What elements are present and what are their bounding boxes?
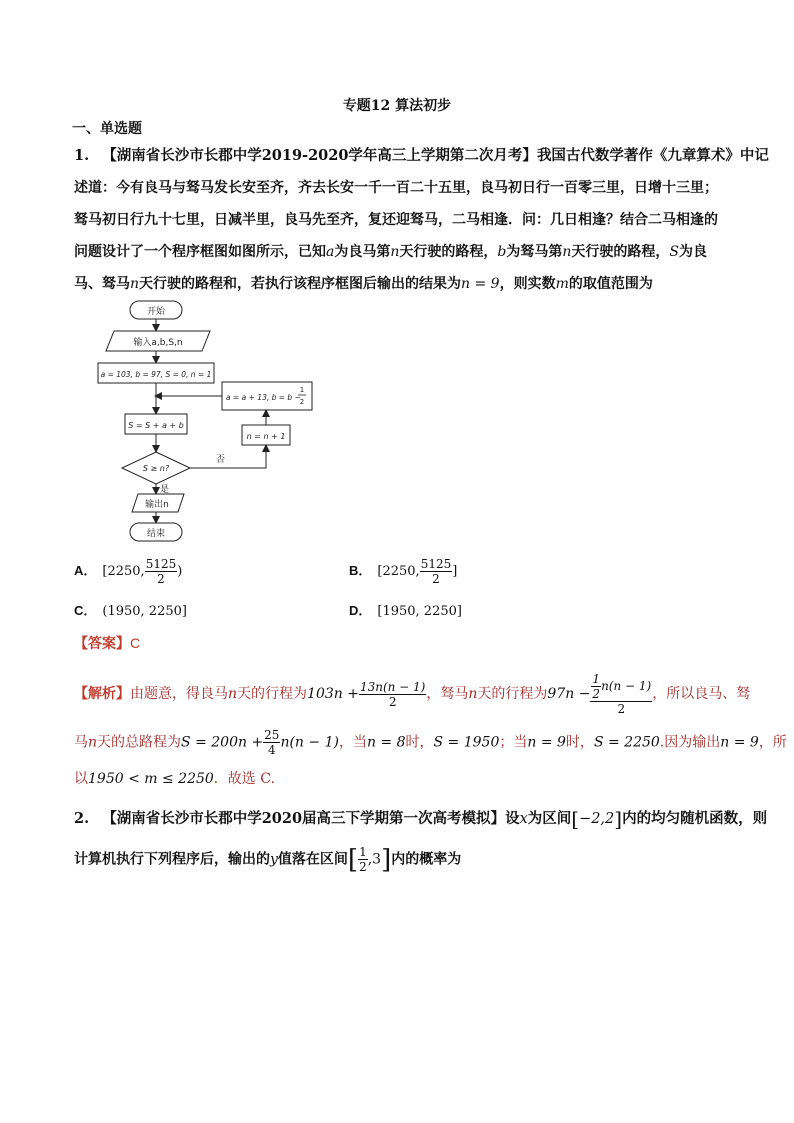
analysis-tag: 【解析】	[74, 686, 130, 702]
flow-update-frac-den: 2	[299, 398, 305, 406]
frac-num: 5125	[145, 557, 177, 571]
frac-num: 13n(n − 1)	[359, 679, 426, 694]
close-bracket: ]	[381, 844, 392, 875]
interval-value: −2,2	[579, 811, 615, 827]
analysis-text: 马	[74, 734, 88, 751]
inner-frac	[591, 672, 601, 701]
option-a[interactable]	[74, 557, 182, 586]
flow-sum-label: S = S + a + b	[128, 421, 184, 430]
q2-line-1	[74, 806, 767, 832]
interval-tail: ,3	[367, 851, 382, 868]
analysis-frac	[263, 728, 280, 757]
q1-text: 天行驶的路程，	[571, 244, 670, 260]
option-b-label: B．	[349, 563, 372, 578]
option-b-close: ]	[452, 564, 458, 579]
var-a: a	[326, 244, 335, 260]
frac-den: 2	[432, 572, 440, 586]
analysis-expr: 97n −	[547, 686, 591, 702]
q1-line-3: 驽马初日行九十七里，日减半里，良马先至齐，复还迎驽马，二马相逢．问：几日相逢？结合二马相逢的	[74, 212, 718, 228]
q1-line-2: 述道：今有良马与驽马发长安至齐，齐去长安一千一百二十五里，良马初日行一百零三里，日增十三里；	[74, 180, 718, 196]
q2-text: 值落在区间	[277, 851, 348, 868]
analysis-text: 天的行程为	[237, 686, 308, 702]
var-n: n	[390, 244, 400, 260]
q2-text: 内的均匀随机函数，则	[622, 810, 768, 827]
analysis-expr: n(n − 1)	[280, 734, 339, 751]
option-c-label: C．	[74, 603, 97, 618]
answer	[74, 633, 140, 653]
interval-frac	[358, 845, 368, 874]
frac-num	[590, 672, 652, 702]
flow-init-label: a = 103, b = 97, S = 0, n = 1	[100, 370, 212, 379]
q1-text: 马、驽马	[74, 276, 130, 292]
q1-text: 为良马第	[334, 244, 391, 260]
analysis-text: 天的行程为	[477, 686, 548, 702]
var-y: y	[270, 851, 278, 868]
analysis-text: ，所以良马、驽	[652, 686, 751, 702]
analysis-frac-2	[590, 672, 652, 716]
program-flowchart	[90, 296, 320, 548]
section-heading: 一、单选题	[72, 121, 142, 137]
option-c-value: (1950, 2250]	[102, 604, 187, 619]
analysis-expr: S = 2250	[593, 734, 660, 751]
flow-update-label: a = a + 13, b = b −	[226, 393, 301, 402]
flow-output-label: 输出n	[145, 500, 169, 510]
analysis-expr: 103n +	[307, 686, 359, 702]
frac-den: 2	[359, 860, 367, 874]
q1-number: 1.	[74, 147, 90, 164]
option-d[interactable]	[349, 600, 462, 619]
var-n: n	[228, 686, 238, 702]
analysis-text: 时，	[565, 734, 594, 751]
var-s: S	[669, 244, 679, 260]
flow-yes-label: 是	[160, 485, 170, 495]
frac-den: 2	[388, 694, 397, 709]
q1-source: 【湖南省长沙市长郡中学2019-2020学年高三上学期第二次月考】	[102, 147, 537, 164]
frac-den: 2	[592, 687, 601, 701]
option-d-label: D．	[349, 603, 372, 618]
frac-den: 2	[157, 572, 165, 586]
flow-start-label: 开始	[146, 307, 166, 317]
q2-line-2	[74, 845, 461, 874]
flow-cond-label: S ≥ n?	[142, 464, 170, 473]
flow-no-label: 否	[216, 455, 226, 465]
n-eq-9: n = 9	[461, 276, 500, 292]
q1-line-4	[74, 242, 724, 262]
flow-input-label: 输入a,b,S,n	[133, 338, 183, 348]
var-m: m	[555, 276, 569, 292]
analysis-text: ，所	[758, 734, 787, 751]
q2-text: 为区间	[527, 810, 572, 827]
q1-text: 为良	[678, 244, 707, 260]
analysis-expr: n = 9	[527, 734, 566, 751]
var-x: x	[519, 811, 528, 827]
analysis-text: 由题意，得良马	[130, 686, 228, 702]
option-b-value: [2250,	[377, 564, 420, 579]
frac-num: 5125	[420, 557, 452, 571]
option-a-fraction	[145, 557, 178, 586]
flow-update-frac-num: 1	[299, 386, 305, 394]
frac-den: 4	[267, 743, 276, 757]
analysis-text: ，驽马	[426, 686, 469, 702]
analysis-text: 以	[74, 771, 88, 787]
option-c[interactable]	[74, 600, 187, 619]
q1-line-1	[74, 146, 769, 166]
analysis-expr: 1950 < m ≤ 2250	[88, 771, 214, 787]
var-n: n	[562, 244, 572, 260]
analysis-expr: S = 200n +	[181, 734, 264, 751]
option-a-value: [2250,	[102, 564, 145, 579]
analysis-text: 天的总路程为	[97, 734, 182, 751]
var-n: n	[468, 686, 478, 702]
q1-text: 为驽马第	[506, 244, 563, 260]
q2-text: 计算机执行下列程序后，输出的	[74, 851, 270, 868]
open-bracket: [	[347, 844, 359, 875]
analysis-text: ，当	[338, 734, 367, 751]
option-b-fraction	[420, 557, 453, 586]
option-a-close: )	[177, 564, 183, 579]
analysis-text: ．故选 C.	[213, 771, 275, 787]
var-b: b	[497, 244, 507, 260]
q1-text: 天行驶的路程和，若执行该程序框图后输出的结果为	[139, 276, 462, 292]
var-n: n	[88, 734, 98, 751]
analysis-text: .因为输出	[659, 734, 721, 751]
analysis-expr: n = 9	[720, 734, 759, 751]
analysis-frac	[359, 680, 426, 709]
option-b[interactable]	[349, 557, 457, 586]
flow-incr-label: n = n + 1	[246, 432, 286, 441]
frac-num-tail: n(n − 1)	[601, 679, 652, 693]
analysis-line-2	[74, 728, 787, 757]
option-a-label: A．	[74, 563, 97, 578]
q2-source: 【湖南省长沙市长郡中学2020届高三下学期第一次高考模拟】	[102, 810, 506, 827]
frac-num: 1	[592, 672, 601, 686]
analysis-expr: S = 1950	[433, 734, 500, 751]
q1-line-5	[74, 274, 724, 294]
q1-text: 天行驶的路程，	[399, 244, 498, 260]
analysis-line-1	[74, 672, 750, 716]
frac-num: 25	[264, 728, 280, 742]
analysis-text: ；当	[499, 734, 528, 751]
open-bracket: [	[571, 807, 580, 831]
answer-tag: 【答案】	[74, 636, 130, 652]
q1-text: 的取值范围为	[568, 276, 653, 292]
q2-number: 2.	[74, 810, 90, 827]
q1-text: 我国古代数学著作《九章算术》中记	[536, 147, 769, 164]
flow-end-label: 结束	[146, 529, 166, 539]
q2-text: 内的概率为	[391, 851, 462, 868]
analysis-text: 时，	[405, 734, 434, 751]
frac-den: 2	[617, 702, 626, 716]
option-d-value: [1950, 2250]	[377, 604, 462, 619]
page-title: 专题12 算法初步	[342, 98, 452, 114]
analysis-line-3	[74, 768, 275, 788]
frac-num: 1	[359, 845, 367, 859]
answer-value: C	[130, 635, 141, 651]
q1-text: 问题设计了一个程序框图如图所示，已知	[74, 244, 326, 260]
analysis-expr: n = 8	[366, 734, 406, 751]
close-bracket: ]	[614, 807, 623, 831]
q2-text: 设	[505, 810, 520, 827]
var-n: n	[130, 276, 140, 292]
q1-text: ，则实数	[499, 276, 556, 292]
